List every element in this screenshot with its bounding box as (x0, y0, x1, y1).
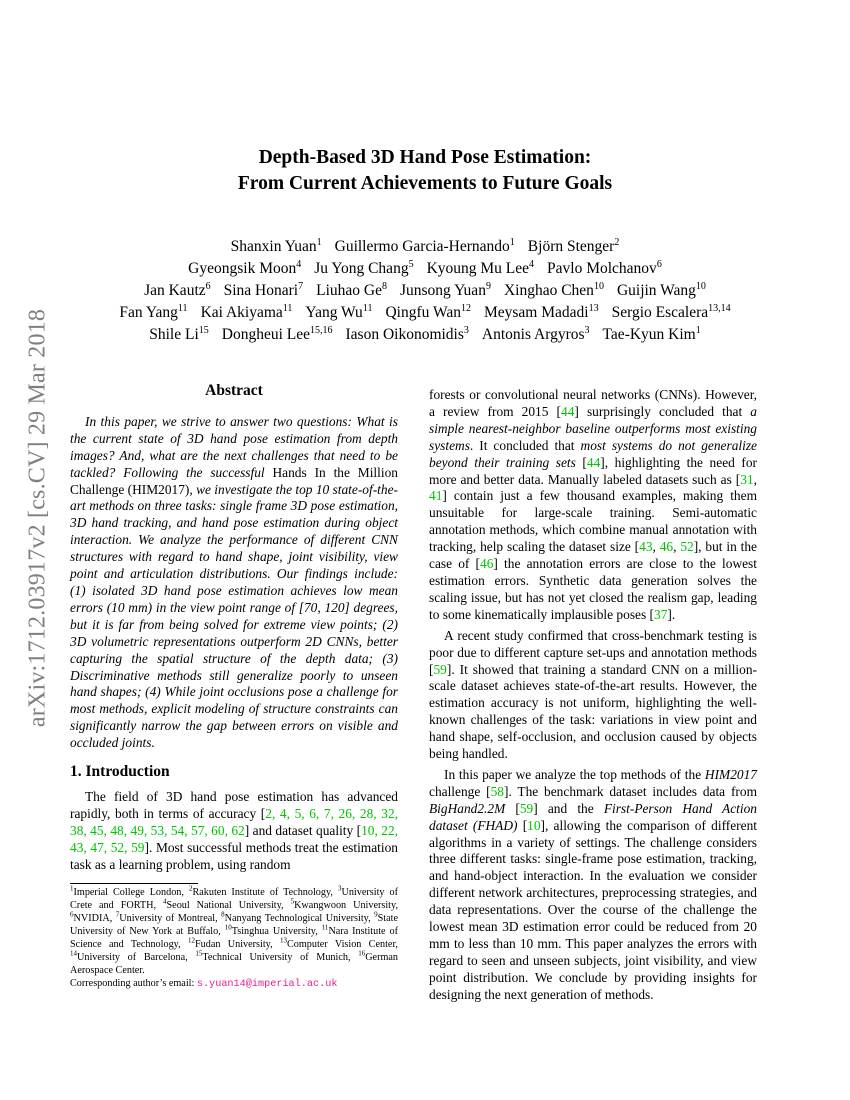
author-row (0, 324, 850, 346)
author-name: Sergio Escalera$^{13,14}$ (611, 302, 731, 321)
citation-link[interactable]: 59 (519, 800, 534, 816)
intro-heading: 1. Introduction (70, 763, 170, 781)
body-text: ]. It showed that training a standard CNN on a million-scale dataset achieves state-of-the-art results. However, the estimation accuracy is not uniform, highlighting the well-known challenges of the task: variations in view point and hand shape, self-occlusion, and occlusion caused by objects being handled. (429, 661, 757, 762)
affiliation-mark: 4 (529, 258, 535, 270)
affiliation-mark: 11 (282, 302, 293, 314)
author-name: Björn Stenger$^2$ (527, 236, 620, 255)
affiliation-name: Rakuten Institute of Technology, (192, 887, 338, 899)
citation-link[interactable]: 37 (654, 606, 668, 622)
affiliation-mark: 15,16 (310, 324, 333, 336)
affiliation-name: Computer Vision Center, (286, 939, 398, 951)
affiliation-number: 1 (70, 885, 74, 894)
affiliation-number: 6 (70, 910, 74, 919)
body-text: In this paper we analyze the top methods of the (444, 766, 705, 782)
author-name: Ju Yong Chang$^5$ (314, 258, 414, 277)
affiliation-number: 14 (70, 949, 77, 958)
affiliation-name: Seoul National University, (166, 900, 291, 912)
body-text: ], highlighting the need for more and better data. Manually labeled datasets such as [ (429, 454, 757, 487)
body-text: [ (575, 454, 587, 470)
left-column (70, 383, 398, 992)
body-text: ]. (667, 606, 676, 622)
author-name: Sina Honari$^7$ (223, 280, 304, 299)
citation-link[interactable]: 31 (740, 471, 754, 487)
author-name: Xinghao Chen$^{10}$ (503, 280, 604, 299)
author-name: Qingfu Wan$^{12}$ (385, 302, 471, 321)
affiliation-name: German Aerospace Center. (70, 952, 398, 976)
author-name: Kyoung Mu Lee$^4$ (426, 258, 535, 277)
affiliation-number: 4 (163, 897, 167, 906)
corresponding-author (70, 978, 398, 992)
intro-citation-link[interactable]: 2, 4, 5, 6, 7, 26, 28, 32, 38, 45, 48, 49, 53, 54, 57, 60, 62 (70, 805, 398, 838)
author-name: Tae-Kyun Kim$^1$ (602, 324, 701, 343)
affiliation-name: University of Barcelona, (77, 952, 196, 963)
author-name: Fan Yang$^{11}$ (119, 302, 188, 321)
affiliation-number: 9 (374, 910, 378, 919)
affiliation-name: Tsinghua University, (231, 926, 322, 938)
author-name: Pavlo Molchanov$^6$ (547, 258, 662, 277)
body-text: [ (517, 817, 528, 833)
affiliation-mark: 1 (316, 236, 322, 248)
author-name: Junsong Yuan$^9$ (399, 280, 491, 299)
emphasis-text: HIM2017 (704, 766, 757, 782)
affiliation-name: Imperial College London, (73, 887, 189, 899)
body-text: , (753, 471, 757, 487)
body-text: . It concluded that (469, 437, 581, 453)
author-row (0, 280, 850, 302)
body-text: [ (505, 800, 520, 816)
author-name: Guillermo Garcia-Hernando$^1$ (334, 236, 515, 255)
affiliation-name: Nara Institute of Science and Technology, (70, 926, 398, 951)
intro-citation-link[interactable]: 10, 22, 43, 47, 52, 59 (70, 822, 399, 855)
affiliation-mark: 6 (656, 258, 662, 270)
abstract-part-3: , we investigate the top 10 state-of-the-art methods on three tasks: single frame 3D pose estimation, 3D hand tracking, and hand pose estimation during object interaction. We analyze the performance of different CNN structures with regard to hand shape, joint visibility, view point and articulation distributions. Our findings include: (1) isolated 3D hand pose estimation achieves low mean errors (10 mm) in the view point range of [70, 120] degrees, but it is far from being solved for extreme view points; (2) 3D volumetric representations outperform 2D CNNs, better capturing the spatial structure of the depth data; (3) Discriminative methods still generalize poorly to unseen hand shapes; (4) While joint occlusions pose a challenge for most methods, explicit modeling of structure constraints can significantly narrow the gap between errors on visible and occluded joints. (70, 481, 398, 751)
affiliation-name: Technical University of Munich, (202, 952, 359, 963)
affiliation-mark: 11 (362, 302, 373, 314)
citation-link[interactable]: 52 (680, 539, 694, 555)
affiliation-number: 10 (224, 923, 232, 932)
abstract-part-1: In this paper, we strive to answer two questions: What is the current state of 3D hand pose estimation from depth images? And, what are the next challenges that need to be tackled? Following the successful (70, 413, 398, 480)
abstract-text (70, 414, 398, 752)
body-text: ]. The benchmark dataset includes data from (503, 783, 757, 799)
author-name: Liuhao Ge$^8$ (316, 280, 387, 299)
affiliation-mark: 5 (408, 258, 414, 270)
affiliation-name: Fudan University, (194, 939, 280, 951)
affiliation-mark: 6 (205, 280, 211, 292)
author-name: Shanxin Yuan$^1$ (230, 236, 322, 255)
affiliation-name: University of Crete and FORTH, (70, 887, 398, 912)
right-paragraph-2 (429, 628, 757, 763)
citation-link[interactable]: 43 (639, 539, 653, 555)
author-name: Jan Kautz$^6$ (144, 280, 211, 299)
emphasis-text: most systems do not generalize beyond their training sets (429, 437, 757, 470)
affiliation-name: University of Montreal, (119, 913, 222, 925)
footnote-divider (70, 883, 198, 884)
affiliation-name: State University of New York at Buffalo, (70, 913, 398, 938)
author-name: Shile Li$^{15}$ (149, 324, 209, 343)
affiliation-mark: 8 (381, 280, 387, 292)
emphasis-text: BigHand2.2M (429, 800, 506, 816)
affiliation-number: 11 (321, 923, 329, 932)
affiliation-name: Nanyang Technological University, (224, 913, 375, 925)
affiliation-footnote (70, 887, 398, 977)
author-name: Iason Oikonomidis$^3$ (345, 324, 469, 343)
author-name: Guijin Wang$^{10}$ (616, 280, 706, 299)
intro-text-c: ]. Most successful methods treat the estimation task as a learning problem, using random (70, 839, 398, 872)
affiliation-mark: 3 (584, 324, 590, 336)
intro-paragraph (70, 789, 398, 874)
affiliation-number: 16 (358, 949, 366, 958)
author-name: Yang Wu$^{11}$ (305, 302, 373, 321)
abstract-challenge-name: Hands In the Million Challenge (HIM2017) (70, 464, 398, 497)
affiliation-name: NVIDIA, (73, 913, 116, 925)
abstract-heading: Abstract (205, 382, 263, 399)
body-text: ] and the (533, 800, 604, 816)
arxiv-stamp (20, 288, 56, 748)
citation-link[interactable]: 10 (527, 817, 541, 833)
affiliation-mark: 2 (614, 236, 620, 248)
affiliation-mark: 10 (695, 280, 706, 292)
affiliation-number: 15 (195, 949, 203, 958)
affiliation-number: 7 (115, 910, 120, 919)
body-text: ] contain just a few thousand examples, making them unsuitable for large-scale training. Semi-automatic annotation methods, which combine manual annotation with tracking, help scaling the dataset size [ (429, 488, 757, 555)
author-row (0, 258, 850, 280)
citation-link[interactable]: 44 (561, 403, 575, 419)
author-name: Meysam Madadi$^{13}$ (483, 302, 599, 321)
paper-title (0, 145, 850, 197)
corresponding-label: Corresponding author’s email: (70, 977, 197, 989)
author-row (0, 236, 850, 258)
affiliation-mark: 13 (588, 302, 599, 314)
author-name: Dongheui Lee$^{15,16}$ (221, 324, 333, 343)
arxiv-stamp-text: arXiv:1712.03917v2 [cs.CV] 29 Mar 2018 (24, 308, 51, 728)
intro-text-b: ] and dataset quality [ (244, 822, 362, 838)
body-text: ], allowing the comparison of different algorithms in a variety of settings. The challenge considers three different tasks: single-frame pose estimation, tracking, and hand-object interaction. In the evaluation we consider different network architectures, preprocessing strategies, and data representations. Over the course of the challenge the lowest mean 3D estimation error could be reduced from 20 mm to less than 10 mm. This paper analyzes the errors with regard to seen and unseen subjects, joint visibility, and view point distribution. We conclude by providing insights for designing the next generation of methods. (429, 817, 758, 1002)
body-text: ] surprisingly concluded that (574, 403, 751, 419)
affiliation-mark: 7 (298, 280, 304, 292)
right-paragraph-3 (429, 767, 757, 1004)
body-text: , (652, 539, 660, 555)
intro-text-a: The field of 3D hand pose estimation has advanced rapidly, both in terms of accuracy [ (70, 788, 398, 821)
affiliation-number: 3 (337, 885, 342, 894)
author-name: Antonis Argyros$^3$ (481, 324, 590, 343)
affiliation-number: 8 (221, 910, 225, 919)
body-text: challenge [ (429, 783, 491, 799)
author-name: Kai Akiyama$^{11}$ (200, 302, 293, 321)
citation-link[interactable]: 58 (490, 783, 504, 799)
citation-link[interactable]: 46 (480, 556, 494, 572)
author-list (0, 236, 850, 346)
right-paragraph-1 (429, 387, 757, 624)
affiliation-number: 12 (187, 936, 195, 945)
body-text: ] the annotation errors are close to the lowest estimation errors. Synthetic data generation solves the scaling issue, but has not yet closed the realism gap, leading to some kinematically implausible poses [ (429, 556, 757, 622)
title-line-1: Depth-Based 3D Hand Pose Estimation: (258, 147, 592, 168)
emphasis-text: a simple nearest-neighbor baseline outperforms most existing systems (429, 403, 757, 453)
affiliation-mark: 3 (463, 324, 469, 336)
author-row (0, 302, 850, 324)
affiliation-mark: 13,14 (708, 302, 731, 314)
affiliation-mark: 9 (485, 280, 491, 292)
affiliation-mark: 1 (695, 324, 701, 336)
affiliation-name: Kwangwoon University, (294, 900, 398, 912)
affiliation-mark: 15 (198, 324, 209, 336)
affiliation-number: 2 (188, 885, 193, 894)
body-text: forests or convolutional neural networks (CNNs). However, a review from 2015 [ (429, 387, 757, 419)
affiliation-number: 13 (279, 936, 287, 945)
affiliation-mark: 10 (593, 280, 604, 292)
body-text: , (673, 539, 681, 555)
affiliation-mark: 12 (460, 302, 471, 314)
title-line-2: From Current Achievements to Future Goals (237, 173, 613, 194)
affiliation-mark: 1 (509, 236, 515, 248)
email-link[interactable]: s.yuan14@imperial.ac.uk (196, 978, 338, 990)
right-column (429, 387, 757, 1004)
body-text: A recent study confirmed that cross-benchmark testing is poor due to different capture set-ups and annotation methods [ (429, 627, 757, 677)
body-text: ], but in the case of [ (429, 539, 757, 572)
affiliation-mark: 11 (177, 302, 188, 314)
citation-link[interactable]: 44 (586, 454, 601, 470)
citation-link[interactable]: 59 (433, 661, 447, 677)
author-name: Gyeongsik Moon$^4$ (188, 258, 302, 277)
citation-link[interactable]: 41 (429, 488, 443, 504)
citation-link[interactable]: 46 (659, 539, 674, 555)
affiliation-number: 5 (290, 897, 295, 906)
affiliation-mark: 4 (296, 258, 302, 270)
emphasis-text: First-Person Hand Action dataset (FHAD) (429, 800, 757, 833)
